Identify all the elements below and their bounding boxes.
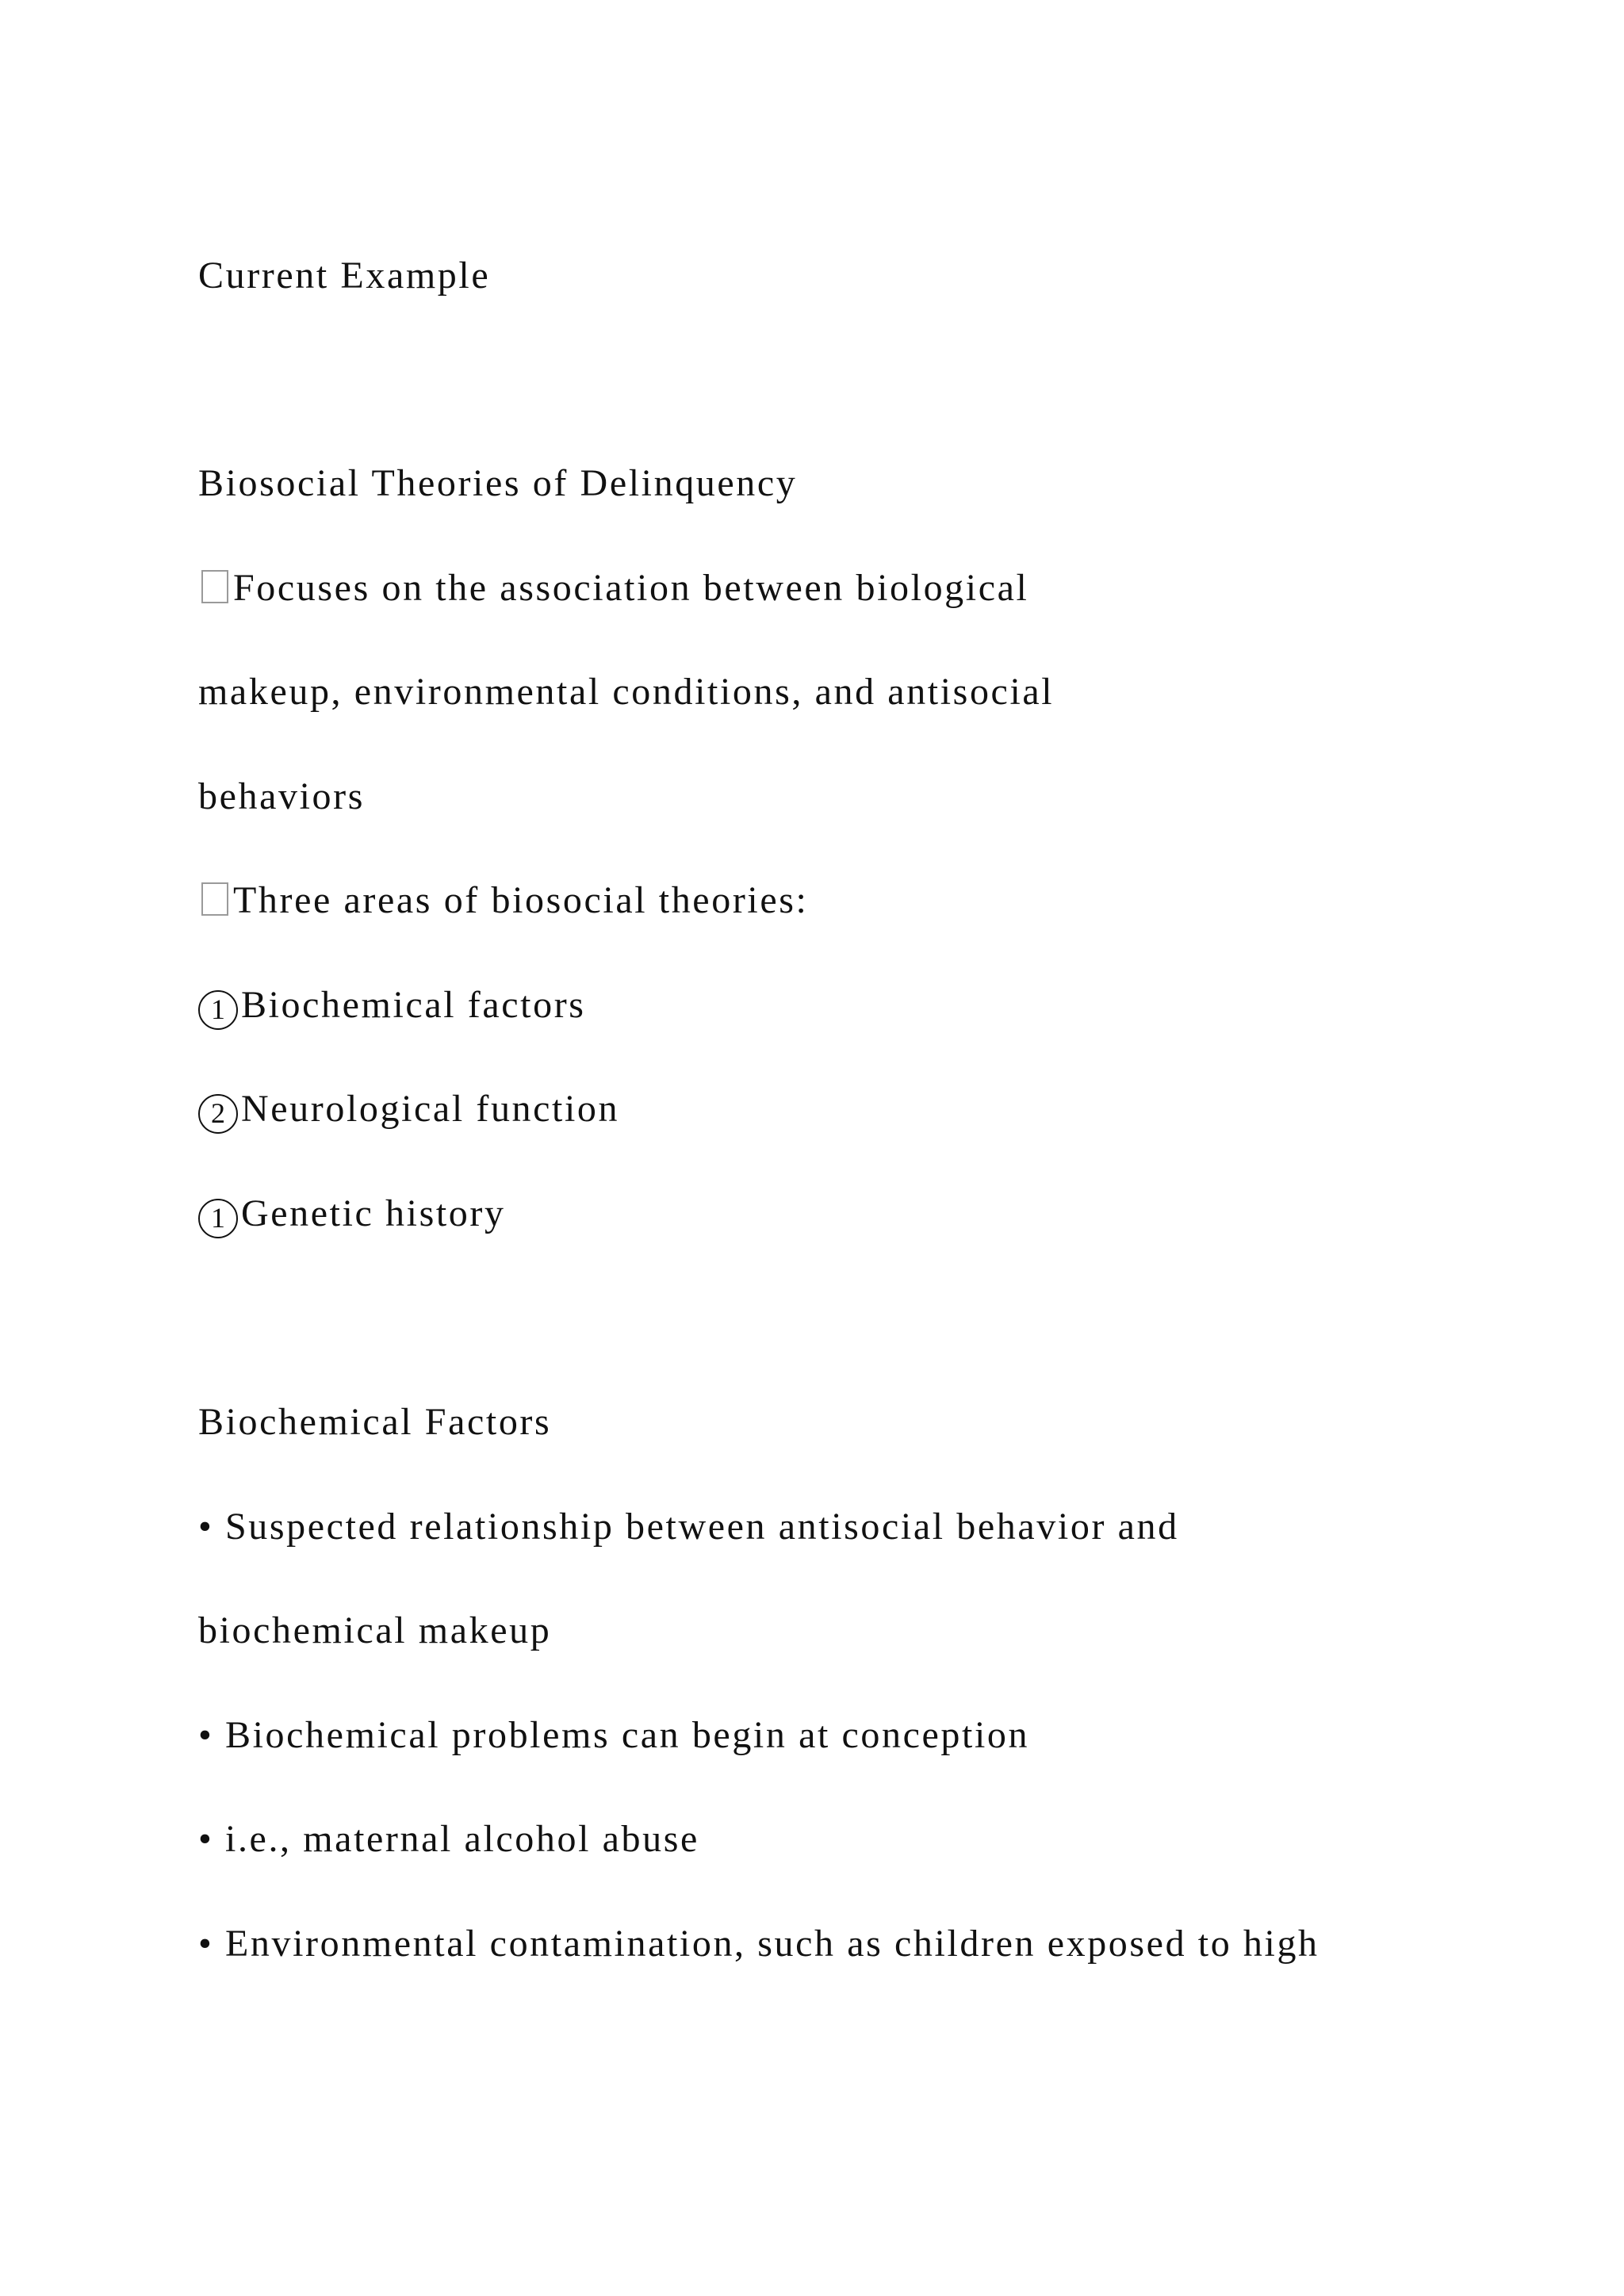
circled-number-icon: 1: [198, 990, 238, 1030]
missing-glyph-bullet-icon: [201, 882, 228, 916]
circled-number-icon: 2: [198, 1094, 238, 1134]
list-item-biochemical-factors: [198, 980, 586, 1031]
heading-current-example: Current Example: [198, 254, 491, 297]
bullet-focuses-line-3: behaviors: [198, 775, 366, 817]
bullet-maternal-alcohol: • i.e., maternal alcohol abuse: [198, 1818, 699, 1860]
bullet-focuses-text: Focuses on the association between biological: [233, 567, 1029, 609]
circled-number-icon: 1: [198, 1199, 238, 1238]
list-item-neurological-function: [198, 1084, 619, 1135]
section-title-biochemical-factors: Biochemical Factors: [198, 1401, 552, 1443]
bullet-three-areas-text: Three areas of biosocial theories:: [233, 879, 809, 921]
list-item-label: Genetic history: [241, 1192, 506, 1234]
list-item-label: Biochemical factors: [241, 984, 586, 1026]
list-item-label: Neurological function: [241, 1088, 620, 1130]
bullet-focuses-line-1: [198, 563, 1028, 614]
missing-glyph-bullet-icon: [201, 570, 228, 603]
bullet-suspected-relationship: • Suspected relationship between antisocial behavior and: [198, 1506, 1179, 1548]
bullet-biochemical-problems: • Biochemical problems can begin at conception: [198, 1714, 1030, 1756]
bullet-focuses-line-2: makeup, environmental conditions, and antisocial: [198, 671, 1055, 713]
bullet-three-areas: [198, 875, 808, 926]
section-title-biosocial-theories: Biosocial Theories of Delinquency: [198, 462, 798, 504]
list-item-genetic-history: [198, 1188, 506, 1239]
bullet-environmental-contamination: • Environmental contamination, such as children exposed to high: [198, 1923, 1320, 1965]
bullet-suspected-relationship-cont: biochemical makeup: [198, 1609, 552, 1651]
